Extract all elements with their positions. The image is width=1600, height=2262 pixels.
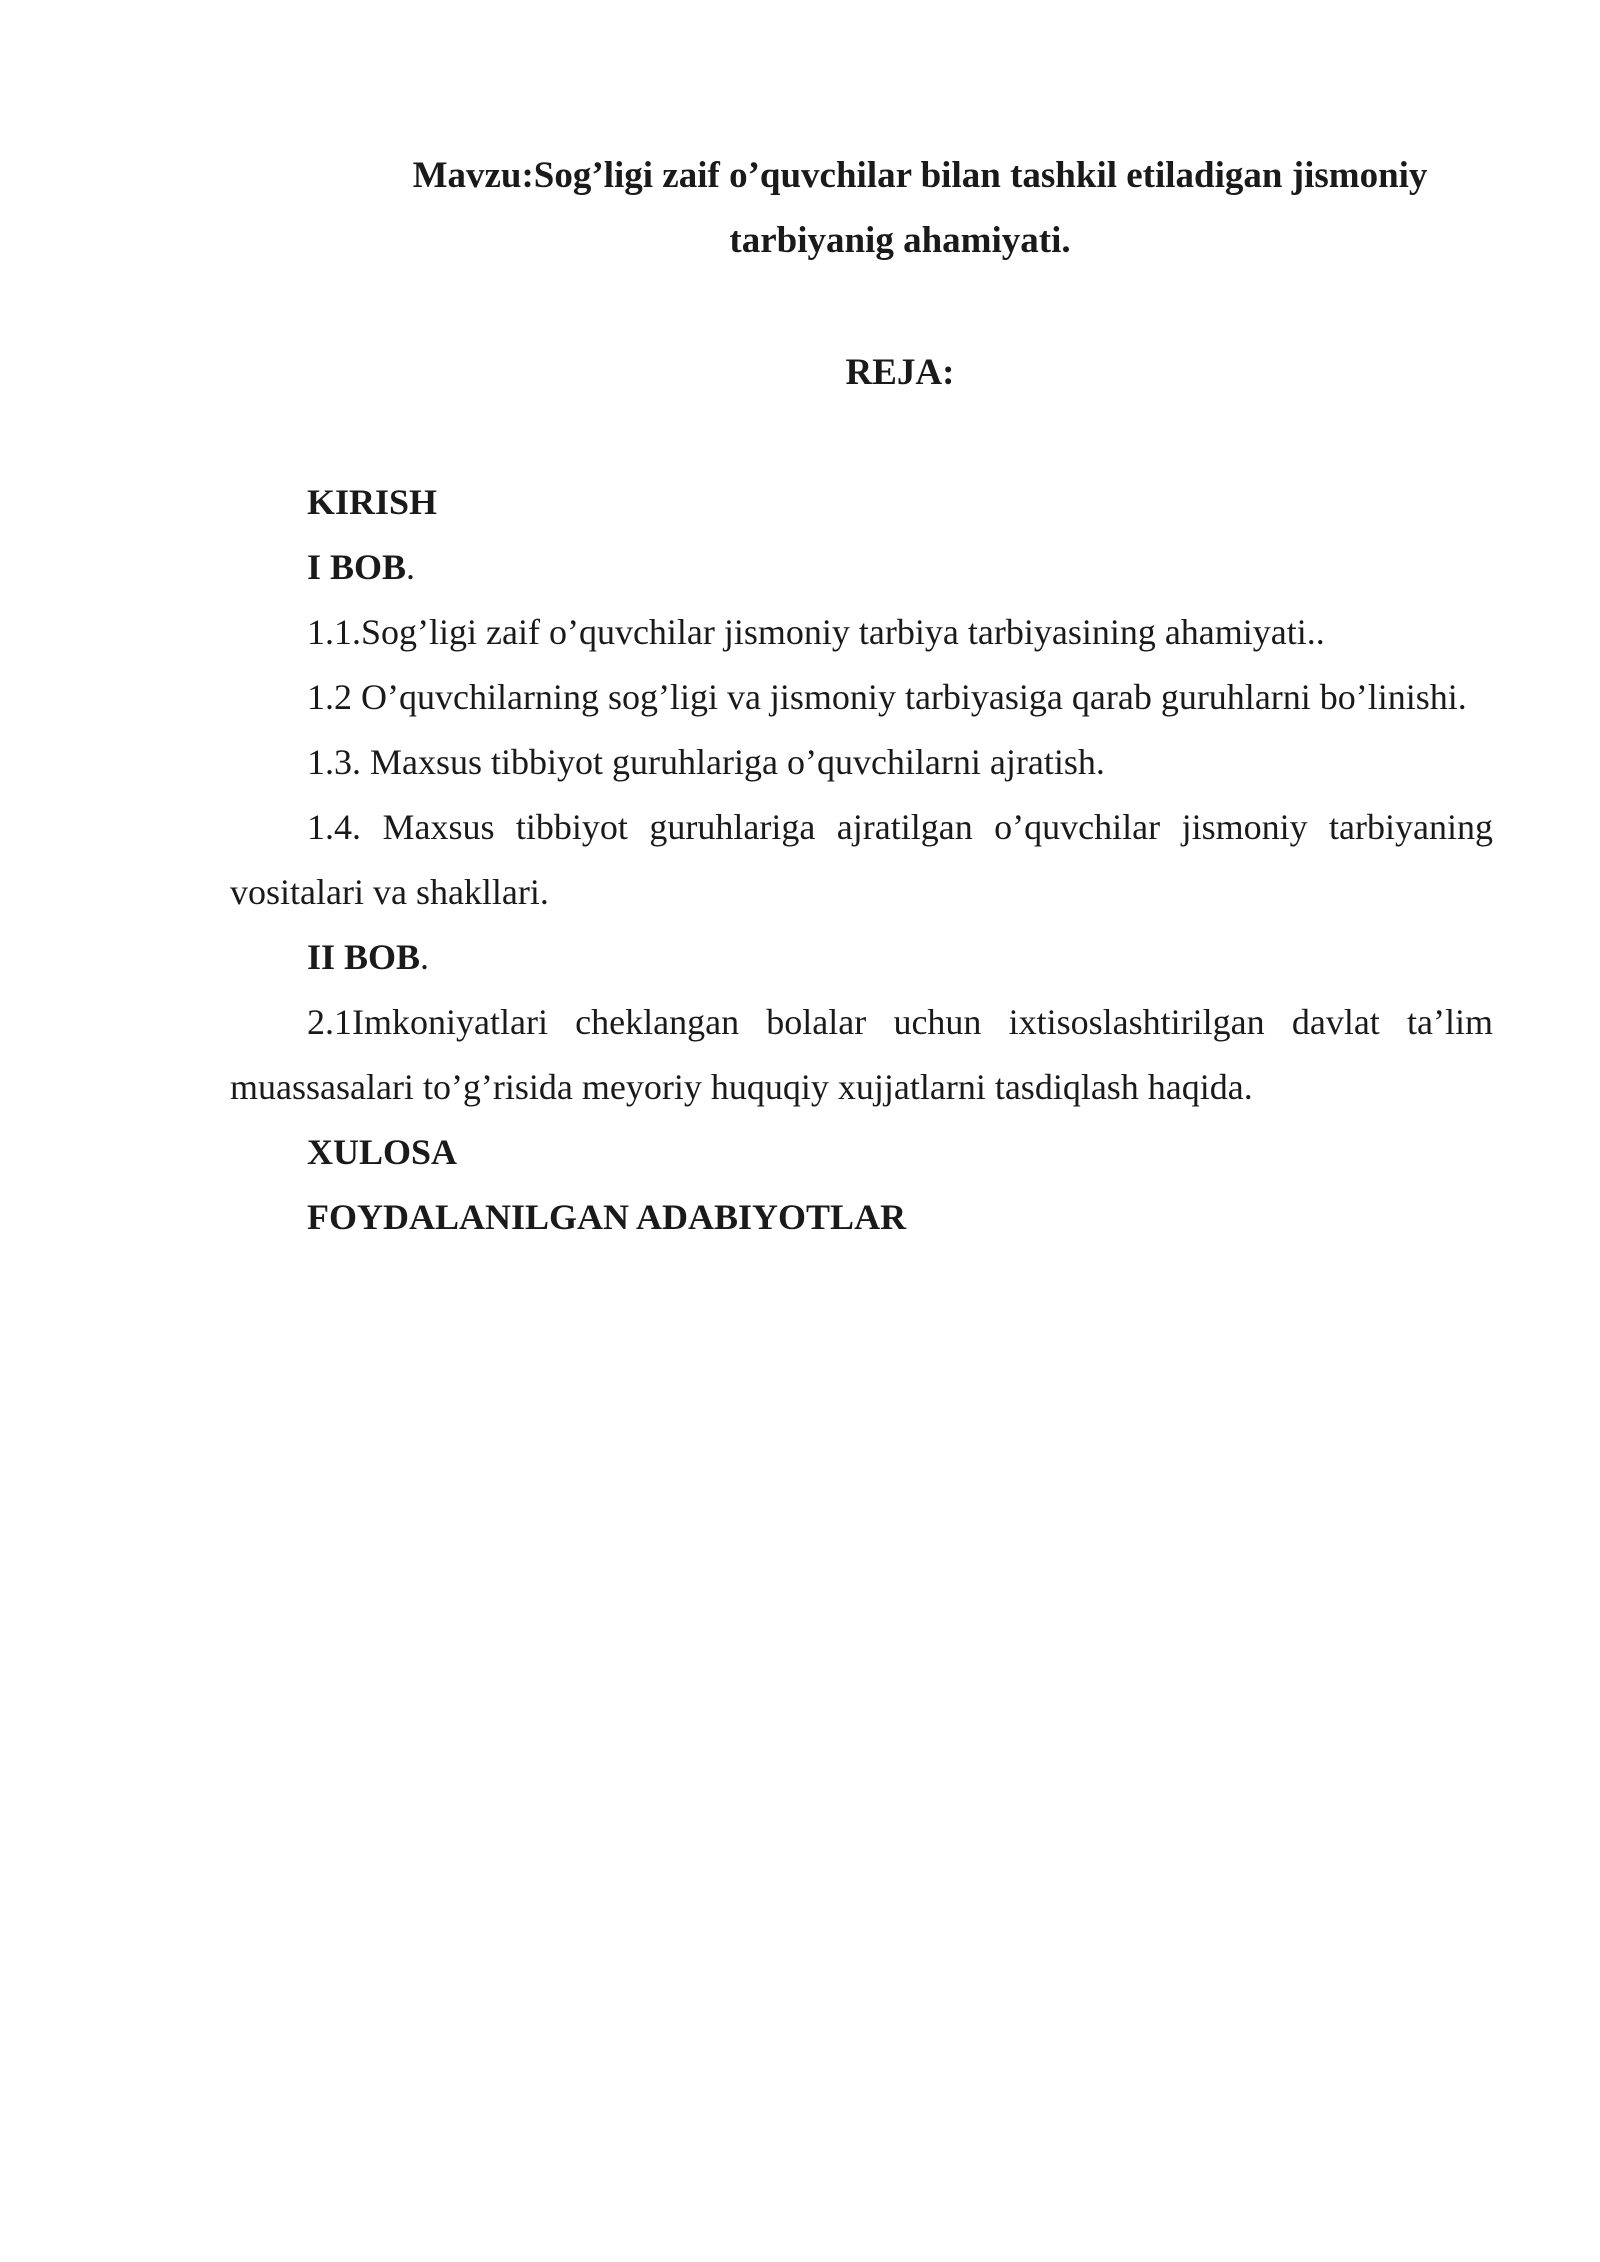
toc-conclusion: XULOSA xyxy=(307,1132,458,1172)
chapter-1-dot: . xyxy=(406,547,416,587)
toc-chapter-1 xyxy=(230,535,1493,600)
chapter-2-label: II BOB xyxy=(307,937,421,977)
toc-item-2-1: 2.1Imkoniyatlari cheklangan bolalar uchun ixtisoslashtirilgan davlat ta’lim muassasalari to’g’risida meyoriy huquqiy xujjatlarni tasdiqlash haqida. xyxy=(230,1002,1493,1107)
toc-references: FOYDALANILGAN ADABIYOTLAR xyxy=(307,1197,907,1237)
title-line-1: Mavzu:Sog’ligi zaif o’quvchilar bilan tashkil etiladigan jismoniy xyxy=(412,155,1428,196)
toc-item-1-2: 1.2 O’quvchilarning sog’ligi va jismoniy tarbiyasiga qarab guruhlarni bo’linishi. xyxy=(307,677,1467,717)
chapter-2-dot: . xyxy=(420,937,430,977)
chapter-1-label: I BOB xyxy=(307,547,407,587)
table-of-contents xyxy=(230,470,1493,1250)
toc-chapter-2 xyxy=(230,925,1493,990)
document-title xyxy=(230,143,1570,273)
toc-item-1-3: 1.3. Maxsus tibbiyot guruhlariga o’quvchilarni ajratish. xyxy=(307,742,1105,782)
toc-intro: KIRISH xyxy=(307,482,438,522)
title-line-2: tarbiyanig ahamiyati. xyxy=(729,220,1071,261)
toc-item-1-1: 1.1.Sog’ligi zaif o’quvchilar jismoniy tarbiya tarbiyasining ahamiyati.. xyxy=(307,612,1325,652)
toc-item-1-4: 1.4. Maxsus tibbiyot guruhlariga ajratilgan o’quvchilar jismoniy tarbiyaning vositalari va shakllari. xyxy=(230,807,1493,912)
plan-heading: REJA: xyxy=(845,352,955,393)
